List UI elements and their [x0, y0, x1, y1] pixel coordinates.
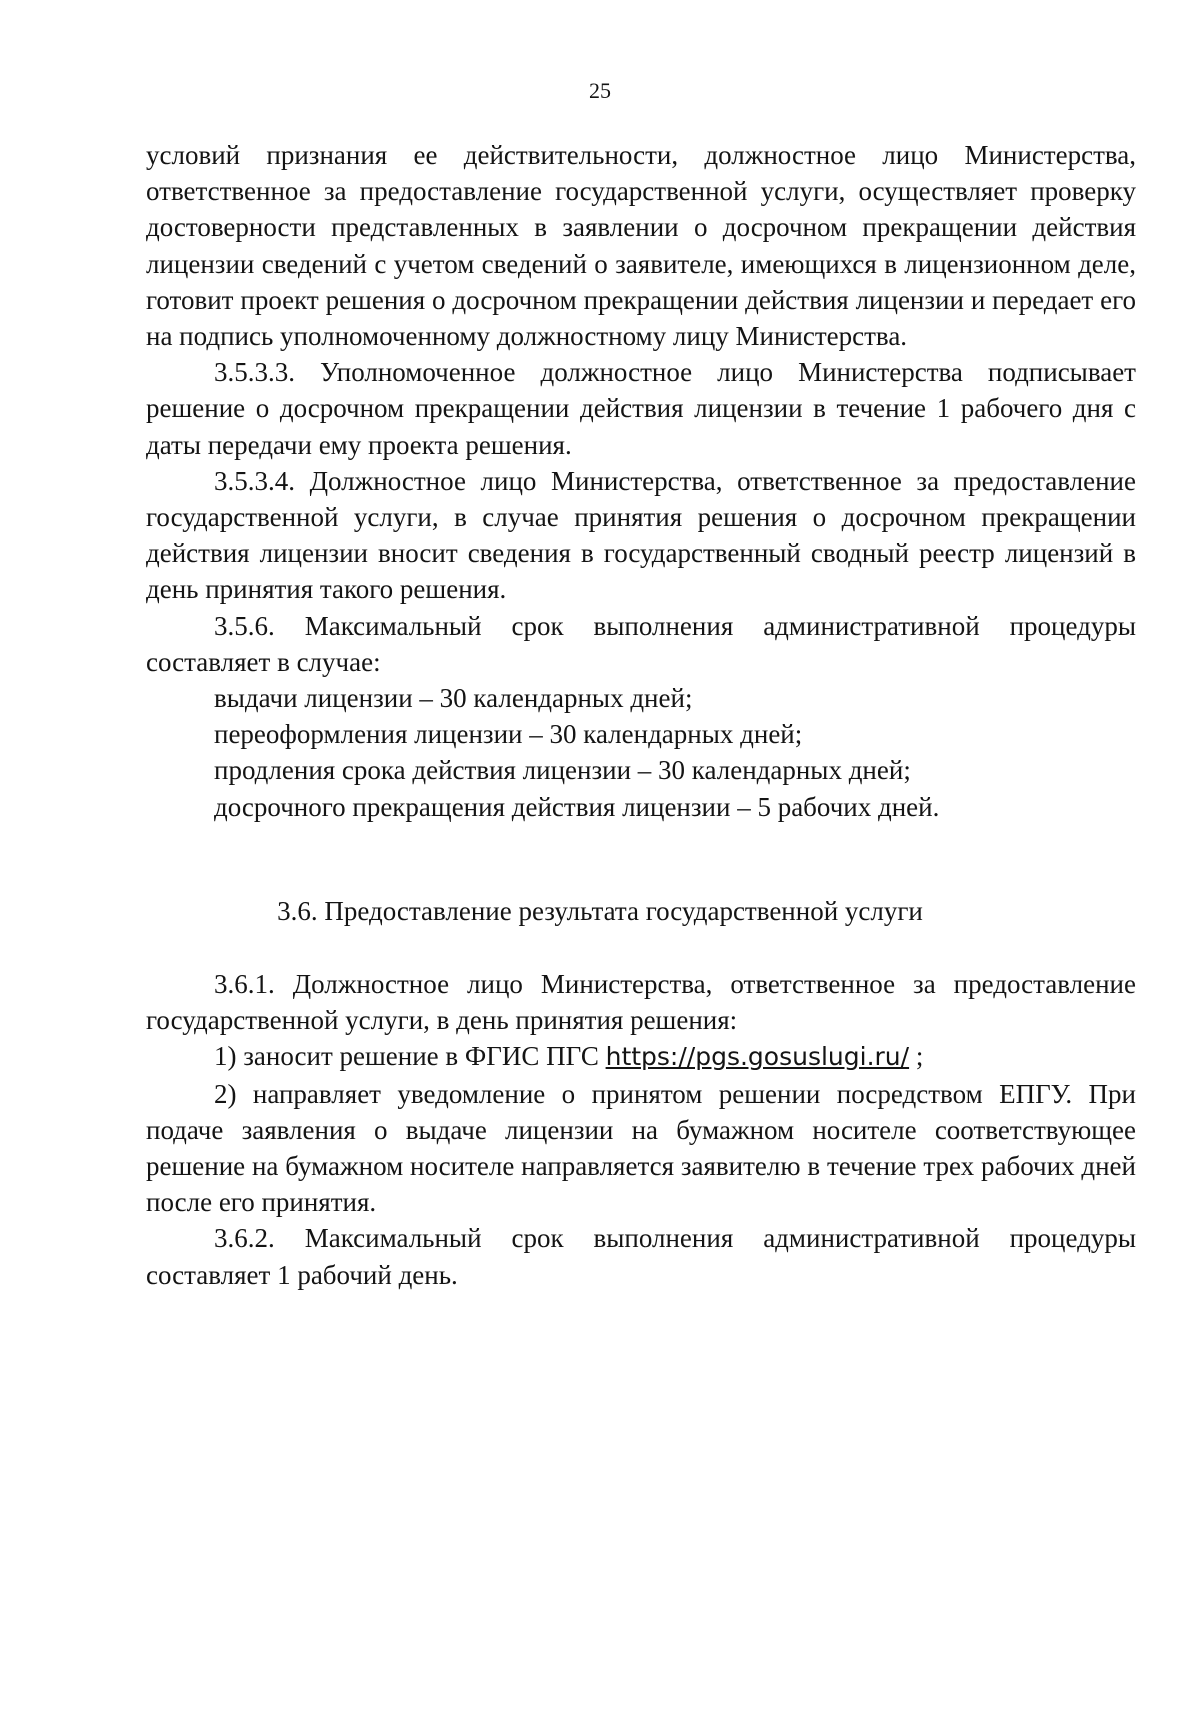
paragraph-3-6-1: 3.6.1. Должностное лицо Министерства, ответственное за предоставление государственной услуги, в день принятия решения: — [146, 969, 1136, 1036]
list-item: переоформления лицензии – 30 календарных дней; — [214, 719, 803, 750]
list-item: досрочного прекращения действия лицензии – 5 рабочих дней. — [214, 791, 940, 822]
list-item: продления срока действия лицензии – 30 календарных дней; — [214, 755, 911, 786]
section-heading: 3.6. Предоставление результата государственной услуги — [277, 896, 923, 926]
text-block-bottom — [146, 966, 1136, 1293]
paragraph-3-5-6: 3.5.6. Максимальный срок выполнения административной процедуры составляет в случае: — [146, 610, 1136, 677]
paragraph-continuation: условий признания ее действительности, должностное лицо Министерства, ответственное за предоставление государственной услуги, осуществляет проверку достоверности представленных в заявлении о досрочном прекращении действия лицензии сведений с учетом сведений о заявителе, имеющихся в лицензионном деле, готовит проект решения о досрочном прекращении действия лицензии и передает его на подпись уполномоченному должностному лицу Министерства. — [146, 140, 1136, 352]
paragraph-3-6-2: 3.6.2. Максимальный срок выполнения административной процедуры составляет 1 рабочий день. — [146, 1223, 1136, 1290]
list-item: выдачи лицензии – 30 календарных дней; — [214, 683, 693, 714]
paragraph-item-1 — [146, 1038, 1136, 1075]
item-1-text: 1) заносит решение в ФГИС ПГС — [214, 1041, 606, 1072]
paragraph-3-5-3-4: 3.5.3.4. Должностное лицо Министерства, ответственное за предоставление государственной услуги, в случае принятия решения о досрочном прекращении действия лицензии вносит сведения в государственный сводный реестр лицензий в день принятия такого решения. — [146, 465, 1136, 605]
item-1-suffix: ; — [909, 1041, 924, 1072]
text-block-top — [146, 137, 1136, 825]
page-number: 25 — [589, 78, 611, 103]
paragraph-item-2: 2) направляет уведомление о принятом решении посредством ЕПГУ. При подаче заявления о выдаче лицензии на бумажном носителе соответствующее решение на бумажном носителе направляется заявителю в течение трех рабочих дней после его принятия. — [146, 1078, 1136, 1218]
paragraph-3-5-3-3: 3.5.3.3. Уполномоченное должностное лицо Министерства подписывает решение о досрочном прекращении действия лицензии в течение 1 рабочего дня с даты передачи ему проекта решения. — [146, 357, 1136, 460]
pgs-link[interactable]: https://pgs.gosuslugi.ru/ — [605, 1042, 910, 1072]
